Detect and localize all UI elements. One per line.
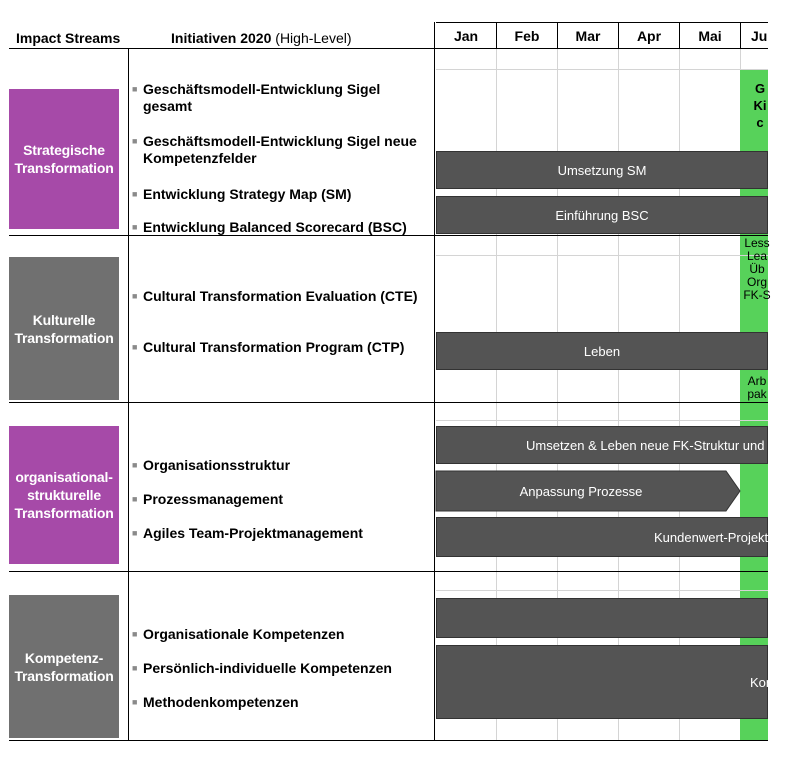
bullet-icon: ■ <box>132 84 138 94</box>
bar-kompetenz-2 <box>436 645 774 719</box>
green-note <box>740 375 774 401</box>
month-mai: Mai <box>698 28 722 44</box>
green-note-line: G <box>754 81 766 96</box>
table-bottom-border <box>9 740 768 741</box>
green-note-line: Arb <box>747 374 767 388</box>
initiative-item <box>132 288 432 305</box>
bullet-icon: ■ <box>132 222 138 232</box>
bar-umsetzung-sm <box>436 151 768 189</box>
initiative-item <box>132 186 432 203</box>
row-divider <box>9 402 768 403</box>
bullet-icon: ■ <box>132 663 138 673</box>
bar-label: Anpassung Prozesse <box>519 483 643 499</box>
initiative-text: Organisationale Kompetenzen <box>143 626 345 642</box>
stream-label-line: Transformation <box>14 505 114 521</box>
bar-anpassung-prozesse-label <box>436 471 726 511</box>
initiative-text: Geschäftsmodell-Entwicklung Sigel neue Kompetenzfelder <box>143 133 417 166</box>
green-note-line: pak <box>747 387 767 401</box>
green-note <box>740 80 780 131</box>
bullet-icon: ■ <box>132 189 138 199</box>
month-feb: Feb <box>514 28 540 44</box>
stream-label-line: Kulturelle <box>32 311 96 328</box>
stream-label-line: Transformation <box>14 667 114 684</box>
grid-hline <box>436 255 768 256</box>
green-note-line: FK-S <box>743 288 771 302</box>
stream-label-line: strukturelle <box>27 487 101 503</box>
month-divider <box>557 22 558 49</box>
initiative-text: Cultural Transformation Evaluation (CTE) <box>143 288 418 304</box>
green-note <box>740 237 774 302</box>
stream-kompetenz <box>9 595 119 738</box>
initiative-text: Entwicklung Balanced Scorecard (BSC) <box>143 219 407 235</box>
initiative-text: Prozessmanagement <box>143 491 284 507</box>
initiative-text: Entwicklung Strategy Map (SM) <box>143 186 352 202</box>
column-divider <box>128 48 129 741</box>
grid-line <box>740 49 741 69</box>
bar-label: Einführung BSC <box>555 207 649 223</box>
month-divider <box>618 22 619 49</box>
month-apr: Apr <box>636 28 662 44</box>
bar-label: Leben <box>583 343 621 359</box>
month-divider <box>496 22 497 49</box>
green-note-line: Lea <box>746 249 768 263</box>
bullet-icon: ■ <box>132 291 138 301</box>
initiative-item <box>132 626 432 643</box>
green-note-line: c <box>756 115 764 130</box>
header-impact-streams: Impact Streams <box>16 30 121 46</box>
stream-label-line: Strategische <box>23 142 105 158</box>
bar-umsetzen-leben <box>436 426 785 464</box>
month-jun: Ju <box>751 28 768 44</box>
bar-label: Umsetzen & Leben neue FK-Struktur und Üb <box>526 437 785 453</box>
bar-label: Kon <box>750 674 774 690</box>
green-note-line: Ki <box>753 98 767 113</box>
stream-kulturelle <box>9 257 119 400</box>
header-initiatives-bold: Initiativen 2020 <box>171 30 272 46</box>
month-mar: Mar <box>575 28 601 44</box>
initiative-item <box>132 81 432 115</box>
header-initiatives <box>171 29 352 47</box>
bullet-icon: ■ <box>132 697 138 707</box>
grid-hline <box>436 420 768 421</box>
grid-hline <box>436 69 768 70</box>
initiative-item <box>132 660 432 677</box>
bullet-icon: ■ <box>132 460 138 470</box>
initiative-text: Geschäftsmodell-Entwicklung Sigel gesamt <box>143 81 381 114</box>
bar-label: Kundenwert-Projekte <box>654 529 776 545</box>
bar-kundenwert-projekte <box>436 517 776 557</box>
bullet-icon: ■ <box>132 528 138 538</box>
initiative-item <box>132 694 432 711</box>
bar-einfuehrung-bsc <box>436 196 768 234</box>
bar-label: Umsetzung SM <box>557 162 647 178</box>
initiative-text: Agiles Team-Projektmanagement <box>143 525 363 541</box>
green-note-line: Org <box>746 275 767 289</box>
initiative-item <box>132 457 432 474</box>
grid-hline <box>436 590 768 591</box>
bullet-icon: ■ <box>132 494 138 504</box>
initiative-text: Methodenkompetenzen <box>143 694 299 710</box>
initiative-text: Persönlich-individuelle Kompetenzen <box>143 660 392 676</box>
bullet-icon: ■ <box>132 629 138 639</box>
month-divider <box>679 22 680 49</box>
green-note-line: Less <box>744 236 770 250</box>
column-divider <box>434 22 435 741</box>
initiative-item <box>132 339 432 356</box>
month-jan: Jan <box>453 28 479 44</box>
initiative-item <box>132 219 432 236</box>
stream-label-line: Kompetenz- <box>24 649 104 666</box>
header-initiatives-light: (High-Level) <box>271 30 352 46</box>
stream-organisational <box>9 426 119 564</box>
initiative-item <box>132 491 432 508</box>
month-divider <box>740 22 741 49</box>
initiative-text: Organisationsstruktur <box>143 457 291 473</box>
stream-label-line: organisational- <box>15 469 113 485</box>
bar-leben <box>436 332 768 370</box>
bullet-icon: ■ <box>132 136 138 146</box>
stream-label-line: Transformation <box>14 160 114 176</box>
stream-strategische <box>9 89 119 229</box>
initiative-text: Cultural Transformation Program (CTP) <box>143 339 405 355</box>
header-top-border <box>436 22 768 23</box>
bar-kompetenz-1 <box>436 598 768 638</box>
row-divider <box>9 571 768 572</box>
initiative-item <box>132 525 432 542</box>
green-note-line: Üb <box>749 262 765 276</box>
stream-label-line: Transformation <box>14 329 114 346</box>
initiative-item <box>132 133 432 167</box>
header-bottom-border <box>9 48 768 49</box>
bullet-icon: ■ <box>132 342 138 352</box>
